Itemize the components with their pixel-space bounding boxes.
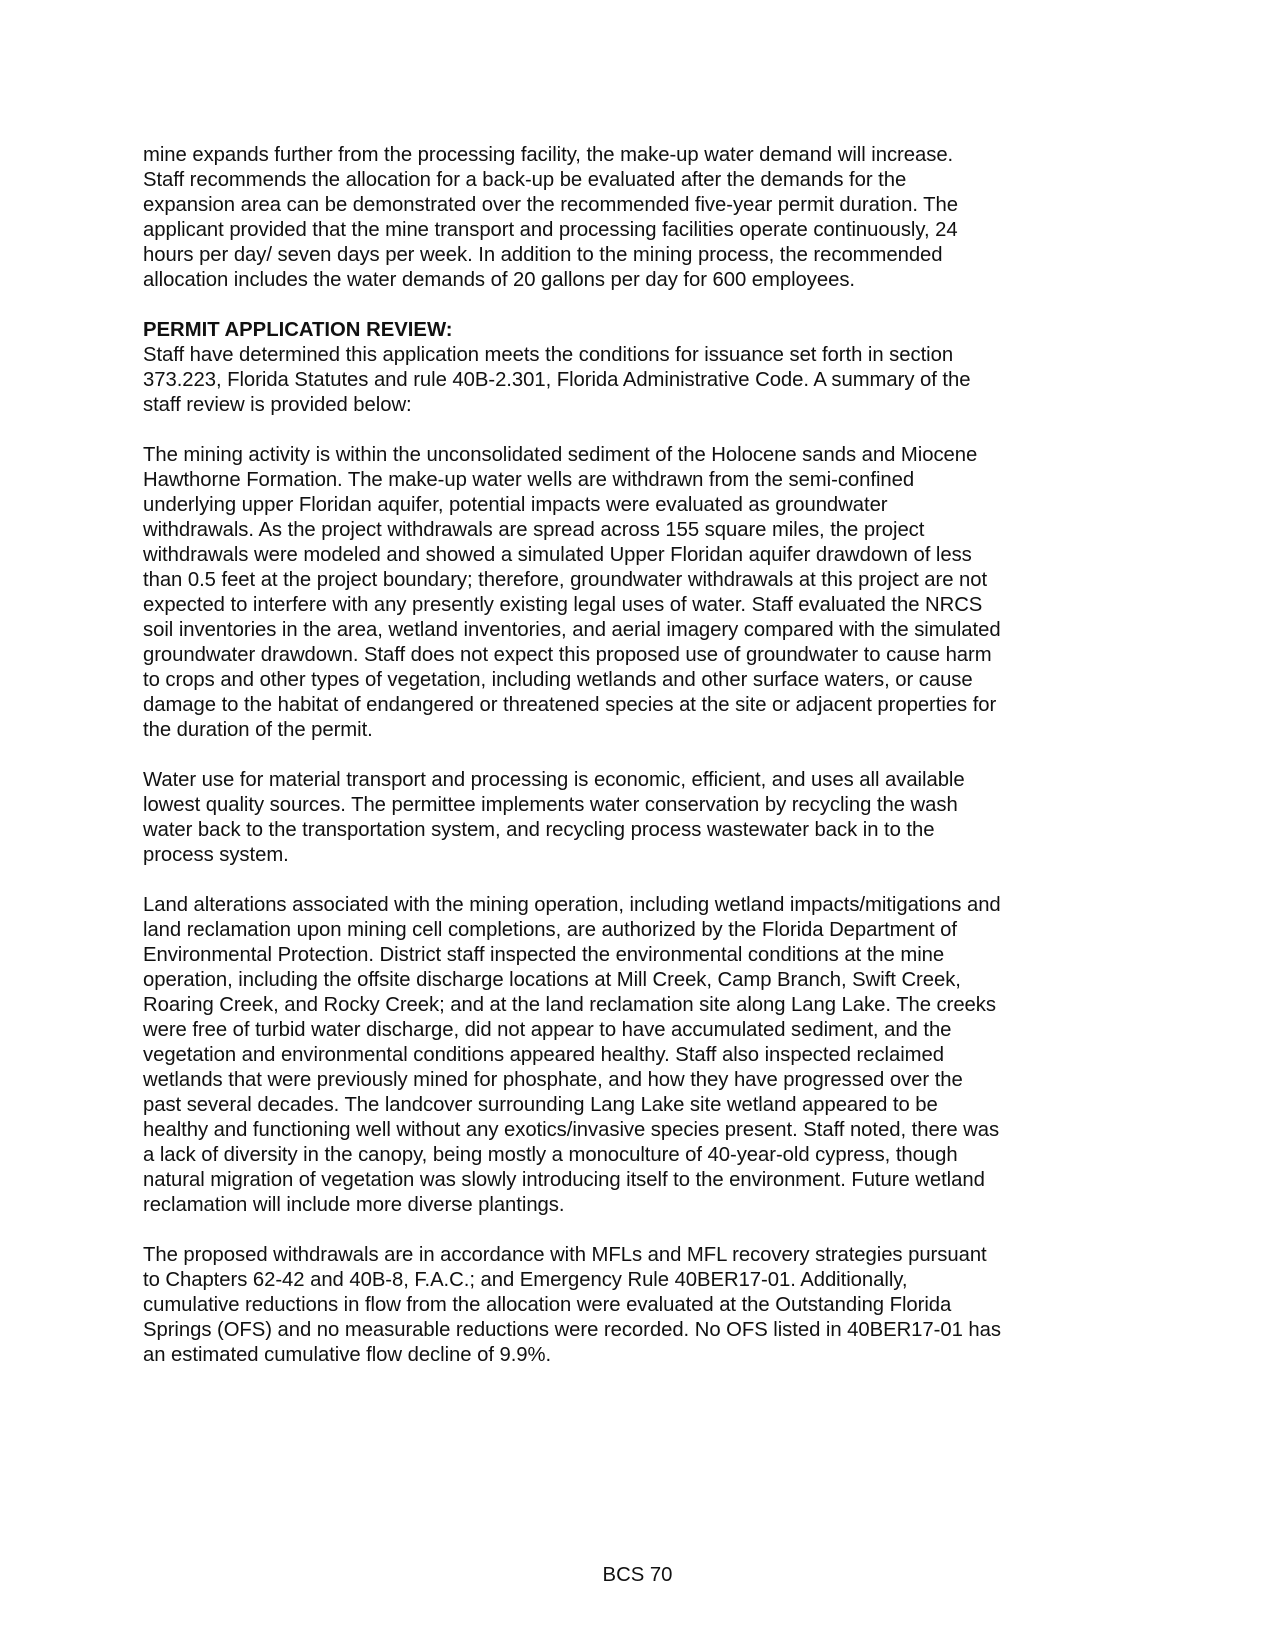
text-line: soil inventories in the area, wetland inventories, and aerial imagery compared with the simulated: [143, 619, 1001, 641]
mfl-paragraph: [143, 1243, 1103, 1368]
text-line: an estimated cumulative flow decline of 9.9%.: [143, 1344, 552, 1366]
text-line: withdrawals. As the project withdrawals are spread across 155 square miles, the project: [143, 519, 925, 541]
text-line: past several decades. The landcover surrounding Lang Lake site wetland appeared to be: [143, 1094, 938, 1116]
text-line: reclamation will include more diverse plantings.: [143, 1194, 565, 1216]
text-line: applicant provided that the mine transport and processing facilities operate continuously, 24: [143, 219, 958, 241]
intro-paragraph: [143, 143, 1103, 293]
text-line: the duration of the permit.: [143, 719, 373, 741]
text-line: The proposed withdrawals are in accordance with MFLs and MFL recovery strategies pursuant: [143, 1244, 987, 1266]
text-line: Roaring Creek, and Rocky Creek; and at the land reclamation site along Lang Lake. The creeks: [143, 994, 996, 1016]
text-line: to crops and other types of vegetation, including wetlands and other surface waters, or cause: [143, 669, 973, 691]
text-line: underlying upper Floridan aquifer, potential impacts were evaluated as groundwater: [143, 494, 888, 516]
text-line: Water use for material transport and processing is economic, efficient, and uses all available: [143, 769, 965, 791]
text-line: Land alterations associated with the mining operation, including wetland impacts/mitigations and: [143, 894, 1001, 916]
water-use-paragraph: [143, 768, 1103, 868]
document-page: [143, 143, 1103, 1393]
text-line: damage to the habitat of endangered or threatened species at the site or adjacent properties for: [143, 694, 997, 716]
text-line: Staff have determined this application meets the conditions for issuance set forth in section: [143, 344, 954, 366]
text-line: to Chapters 62-42 and 40B-8, F.A.C.; and Emergency Rule 40BER17-01. Additionally,: [143, 1269, 908, 1291]
text-line: Hawthorne Formation. The make-up water wells are withdrawn from the semi-confined: [143, 469, 915, 491]
text-line: wetlands that were previously mined for phosphate, and how they have progressed over the: [143, 1069, 963, 1091]
mining-activity-paragraph: [143, 443, 1103, 743]
text-line: The mining activity is within the unconsolidated sediment of the Holocene sands and Miocene: [143, 444, 978, 466]
permit-application-review-section: [143, 318, 1103, 1368]
page-number: BCS 70: [602, 1564, 673, 1586]
text-line: mine expands further from the processing facility, the make-up water demand will increase.: [143, 144, 954, 166]
text-line: Environmental Protection. District staff inspected the environmental conditions at the mine: [143, 944, 945, 966]
text-line: lowest quality sources. The permittee implements water conservation by recycling the wash: [143, 794, 958, 816]
text-line: Springs (OFS) and no measurable reductions were recorded. No OFS listed in 40BER17-01 has: [143, 1319, 1001, 1341]
land-alterations-paragraph: [143, 893, 1103, 1218]
text-line: expected to interfere with any presently existing legal uses of water. Staff evaluated the NRCS: [143, 594, 983, 616]
text-line: allocation includes the water demands of 20 gallons per day for 600 employees.: [143, 269, 856, 291]
text-line: groundwater drawdown. Staff does not expect this proposed use of groundwater to cause harm: [143, 644, 992, 666]
text-line: than 0.5 feet at the project boundary; therefore, groundwater withdrawals at this project are not: [143, 569, 988, 591]
text-line: healthy and functioning well without any exotics/invasive species present. Staff noted, there was: [143, 1119, 1000, 1141]
text-line: cumulative reductions in flow from the allocation were evaluated at the Outstanding Florida: [143, 1294, 952, 1316]
section-lead-paragraph: [143, 343, 1103, 418]
page-footer: [0, 1563, 1275, 1588]
text-line: 373.223, Florida Statutes and rule 40B-2.301, Florida Administrative Code. A summary of the: [143, 369, 971, 391]
text-line: Staff recommends the allocation for a back-up be evaluated after the demands for the: [143, 169, 907, 191]
text-line: natural migration of vegetation was slowly introducing itself to the environment. Future wetland: [143, 1169, 985, 1191]
text-line: hours per day/ seven days per week. In addition to the mining process, the recommended: [143, 244, 943, 266]
text-line: expansion area can be demonstrated over the recommended five-year permit duration. The: [143, 194, 958, 216]
section-heading: PERMIT APPLICATION REVIEW:: [143, 319, 453, 341]
text-line: process system.: [143, 844, 289, 866]
text-line: water back to the transportation system, and recycling process wastewater back in to the: [143, 819, 935, 841]
text-line: land reclamation upon mining cell completions, are authorized by the Florida Department of: [143, 919, 957, 941]
text-line: withdrawals were modeled and showed a simulated Upper Floridan aquifer drawdown of less: [143, 544, 972, 566]
text-line: staff review is provided below:: [143, 394, 412, 416]
text-line: operation, including the offsite discharge locations at Mill Creek, Camp Branch, Swift Creek,: [143, 969, 961, 991]
text-line: were free of turbid water discharge, did not appear to have accumulated sediment, and the: [143, 1019, 952, 1041]
text-line: a lack of diversity in the canopy, being mostly a monoculture of 40-year-old cypress, though: [143, 1144, 958, 1166]
text-line: vegetation and environmental conditions appeared healthy. Staff also inspected reclaimed: [143, 1044, 944, 1066]
